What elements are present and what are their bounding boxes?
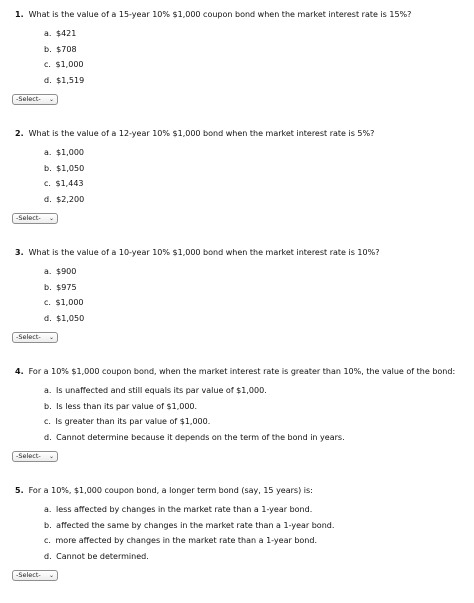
question-prompt: What is the value of a 12-year 10% $1,000 bond when the market interest rate is 5%? <box>28 129 375 138</box>
question-text <box>15 367 455 376</box>
option-a <box>44 383 345 399</box>
option-text: Is unaffected and still equals its par value of $1,000. <box>56 386 267 395</box>
option-letter: d. <box>44 432 52 442</box>
option-c <box>44 414 345 430</box>
option-list <box>44 383 345 445</box>
answer-select[interactable] <box>12 570 58 581</box>
option-text: $1,050 <box>56 163 85 173</box>
option-text: $708 <box>56 44 77 54</box>
option-a <box>44 26 84 42</box>
question-prompt: For a 10%, $1,000 coupon bond, a longer term bond (say, 15 years) is: <box>28 486 313 495</box>
option-text: more affected by changes in the market rate than a 1-year bond. <box>55 536 317 545</box>
option-d <box>44 311 84 327</box>
option-c <box>44 295 84 311</box>
select-value: -Select- <box>16 571 41 579</box>
option-text: $2,200 <box>56 194 85 204</box>
option-letter: b. <box>44 282 52 292</box>
option-letter: a. <box>44 267 52 276</box>
option-c <box>44 176 84 192</box>
option-list <box>44 145 84 207</box>
question-number: 4. <box>15 367 24 376</box>
option-d <box>44 549 334 565</box>
chevron-down-icon: ⌄ <box>48 572 54 579</box>
option-letter: b. <box>44 44 52 54</box>
question-text <box>15 129 374 138</box>
option-letter: b. <box>44 401 52 411</box>
option-a <box>44 264 84 280</box>
option-text: $900 <box>56 267 77 276</box>
option-text: less affected by changes in the market rate than a 1-year bond. <box>56 505 313 514</box>
option-b <box>44 42 84 58</box>
option-letter: d. <box>44 75 52 85</box>
option-letter: a. <box>44 505 52 514</box>
option-text: $1,000 <box>55 60 84 69</box>
option-letter: c. <box>44 298 51 307</box>
question-number: 3. <box>15 248 24 257</box>
option-text: $1,050 <box>56 313 85 323</box>
select-value: -Select- <box>16 333 41 341</box>
select-value: -Select- <box>16 95 41 103</box>
answer-select[interactable] <box>12 213 58 224</box>
option-list <box>44 502 334 564</box>
option-text: $1,000 <box>56 148 84 157</box>
select-value: -Select- <box>16 452 41 460</box>
option-text: Cannot be determined. <box>56 551 149 561</box>
option-b <box>44 161 84 177</box>
option-b <box>44 280 84 296</box>
answer-select[interactable] <box>12 332 58 343</box>
chevron-down-icon: ⌄ <box>48 334 54 341</box>
option-letter: b. <box>44 163 52 173</box>
option-text: $1,000 <box>55 298 84 307</box>
option-a <box>44 502 334 518</box>
question-prompt: For a 10% $1,000 coupon bond, when the market interest rate is greater than 10%, the value of the bond: <box>28 367 456 376</box>
option-letter: c. <box>44 536 51 545</box>
question-number: 5. <box>15 486 24 495</box>
question-text <box>15 248 379 257</box>
question-prompt: What is the value of a 10-year 10% $1,000 bond when the market interest rate is 10%? <box>28 248 380 257</box>
question-number: 1. <box>15 10 24 19</box>
option-text: $975 <box>56 282 77 292</box>
chevron-down-icon: ⌄ <box>48 453 54 460</box>
option-letter: a. <box>44 29 52 38</box>
option-letter: c. <box>44 60 51 69</box>
option-list <box>44 264 84 326</box>
question-number: 2. <box>15 129 24 138</box>
option-letter: c. <box>44 417 51 426</box>
option-text: $421 <box>56 29 77 38</box>
option-b <box>44 518 334 534</box>
option-a <box>44 145 84 161</box>
option-letter: d. <box>44 313 52 323</box>
option-list <box>44 26 84 88</box>
answer-select[interactable] <box>12 451 58 462</box>
answer-select[interactable] <box>12 94 58 105</box>
option-letter: a. <box>44 148 52 157</box>
option-text: $1,443 <box>55 179 84 188</box>
chevron-down-icon: ⌄ <box>48 96 54 103</box>
option-text: Is less than its par value of $1,000. <box>56 401 198 411</box>
question-text <box>15 486 313 495</box>
option-letter: d. <box>44 551 52 561</box>
option-text: $1,519 <box>56 75 85 85</box>
question-text <box>15 10 411 19</box>
option-c <box>44 533 334 549</box>
option-letter: d. <box>44 194 52 204</box>
question-prompt: What is the value of a 15-year 10% $1,000 coupon bond when the market interest rate is 15%? <box>28 10 412 19</box>
option-text: Is greater than its par value of $1,000. <box>55 417 211 426</box>
option-d <box>44 192 84 208</box>
select-value: -Select- <box>16 214 41 222</box>
chevron-down-icon: ⌄ <box>48 215 54 222</box>
option-d <box>44 430 345 446</box>
option-letter: b. <box>44 520 52 530</box>
option-text: affected the same by changes in the market rate than a 1-year bond. <box>56 520 335 530</box>
option-letter: c. <box>44 179 51 188</box>
option-c <box>44 57 84 73</box>
option-b <box>44 399 345 415</box>
option-letter: a. <box>44 386 52 395</box>
option-d <box>44 73 84 89</box>
option-text: Cannot determine because it depends on the term of the bond in years. <box>56 432 345 442</box>
